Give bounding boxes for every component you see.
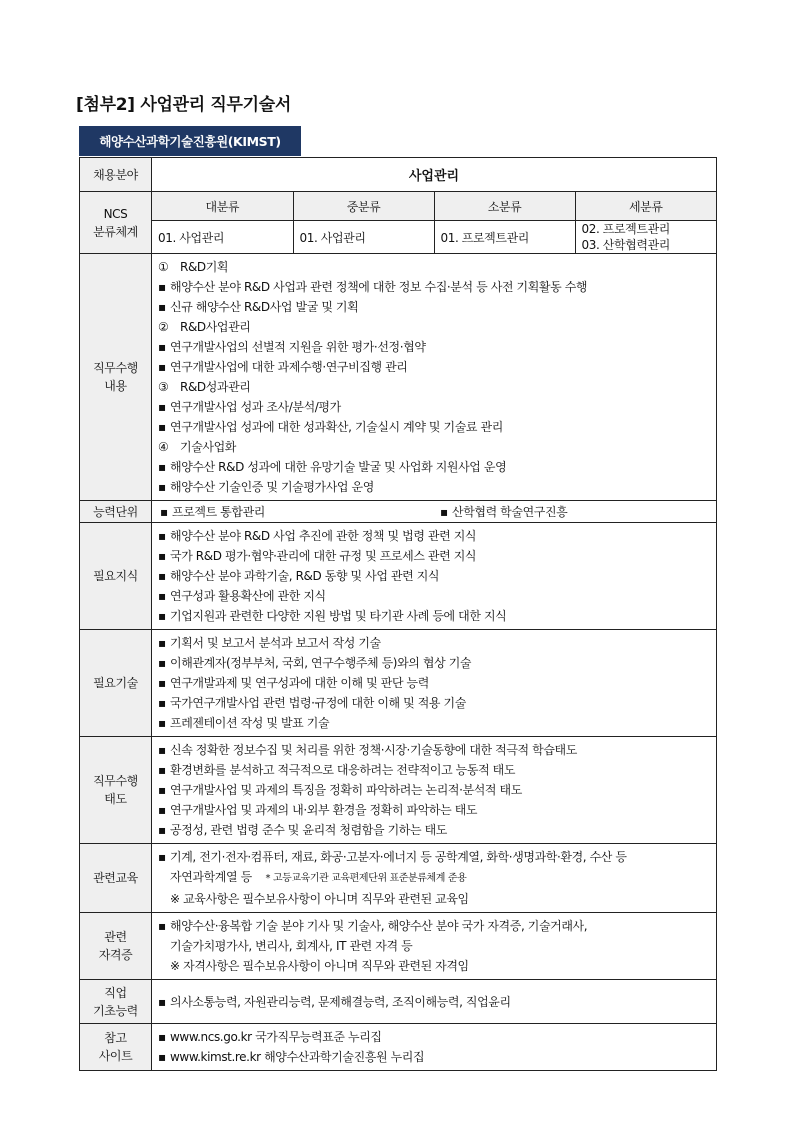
- skill-item: ▪ 기획서 및 보고서 분석과 보고서 작성 기술: [158, 636, 381, 650]
- reference-link[interactable]: ▪ www.kimst.re.kr 해양수산과학기술진흥원 누리집: [158, 1050, 425, 1064]
- basic-ability-label: 직업 기초능력: [80, 980, 152, 1024]
- certification-note: ※ 자격사항은 필수보유사항이 아니며 직무와 관련된 자격임: [170, 959, 469, 973]
- duties-label: [80, 254, 152, 501]
- knowledge-label: 필요지식: [80, 523, 152, 630]
- duty-section-heading: ② R&D사업관리: [158, 320, 251, 334]
- attitude-row: [80, 737, 717, 844]
- knowledge-item: ▪ 해양수산 분야 R&D 사업 추진에 관한 정책 및 법령 관련 지식: [158, 529, 477, 543]
- skill-item: ▪ 국가연구개발사업 관련 법령·규정에 대한 이해 및 적용 기술: [158, 696, 466, 710]
- duty-item: ▪ 연구개발사업 성과에 대한 성과확산, 기술실시 계약 및 기술료 관리: [158, 420, 503, 434]
- attitude-item: ▪ 연구개발사업 및 과제의 내·외부 환경을 정확히 파악하는 태도: [158, 803, 478, 817]
- education-line: ▪ 기계, 전기·전자·컴퓨터, 재료, 화공·고분자·에너지 등 공학계열, 화학·생명과학·환경, 수산 등: [158, 850, 627, 864]
- duties-label-line1: 직무수행: [93, 361, 138, 375]
- attitude-item: ▪ 신속 정확한 정보수집 및 처리를 위한 정책·시장·기술동향에 대한 적극적 학습태도: [158, 743, 577, 757]
- ability-content: [152, 501, 717, 523]
- duty-item: ▪ 해양수산 분야 R&D 사업과 관련 정책에 대한 정보 수집·분석 등 사전 기획활동 수행: [158, 280, 588, 294]
- ncs-header-minor: 소분류: [434, 192, 575, 221]
- certification-row: [80, 913, 717, 980]
- skill-item: ▪ 이해관계자(정부부처, 국회, 연구수행주체 등)와의 협상 기술: [158, 656, 472, 670]
- knowledge-item: ▪ 국가 R&D 평가·협약·관리에 대한 규정 및 프로세스 관련 지식: [158, 549, 477, 563]
- certification-line: 기술가치평가사, 변리사, 회계사, IT 관련 자격 등: [170, 939, 413, 953]
- education-label: 관련교육: [80, 844, 152, 913]
- attitude-item: ▪ 공정성, 관련 법령 준수 및 윤리적 청렴함을 기하는 태도: [158, 823, 447, 837]
- ability-unit-item: ▪ 산학협력 학술연구진흥: [440, 505, 568, 519]
- certification-label: 관련 자격증: [80, 913, 152, 980]
- education-note: ※ 교육사항은 필수보유사항이 아니며 직무와 관련된 교육임: [170, 892, 469, 906]
- ncs-middle-value: 01. 사업관리: [293, 221, 434, 254]
- ncs-detail-item: 03. 산학협력관리: [581, 238, 670, 252]
- ncs-header-middle: 중분류: [293, 192, 434, 221]
- knowledge-item: ▪ 연구성과 활용확산에 관한 지식: [158, 589, 326, 603]
- duty-item: ▪ 해양수산 기술인증 및 기술평가사업 운영: [158, 480, 374, 494]
- duty-item: ▪ 신규 해양수산 R&D사업 발굴 및 기획: [158, 300, 359, 314]
- attitude-item: ▪ 환경변화를 분석하고 적극적으로 대응하려는 전략적이고 능동적 태도: [158, 763, 516, 777]
- field-value: 사업관리: [152, 158, 717, 192]
- ncs-header-major: 대분류: [152, 192, 293, 221]
- duties-list: [152, 254, 716, 500]
- field-label: 채용분야: [80, 158, 152, 192]
- education-line: 자연과학계열 등 * 고등교육기관 교육편제단위 표준분류체계 준용: [170, 870, 467, 884]
- reference-label: 참고 사이트: [80, 1024, 152, 1071]
- duty-item: ▪ 연구개발사업 성과 조사/분석/평가: [158, 400, 341, 414]
- duty-item: ▪ 연구개발사업에 대한 과제수행·연구비집행 관리: [158, 360, 408, 374]
- field-row: [80, 158, 717, 192]
- ncs-detail-item: 02. 프로젝트관리: [581, 222, 670, 236]
- skill-item: ▪ 프레젠테이션 작성 및 발표 기술: [158, 716, 330, 730]
- basic-ability-content: ▪ 의사소통능력, 자원관리능력, 문제해결능력, 조직이해능력, 직업윤리: [158, 994, 511, 1009]
- basic-ability-row: [80, 980, 717, 1024]
- ncs-minor-value: 01. 프로젝트관리: [434, 221, 575, 254]
- ncs-major-value: 01. 사업관리: [152, 221, 293, 254]
- attitude-list: [152, 737, 716, 843]
- reference-link[interactable]: ▪ www.ncs.go.kr 국가직무능력표준 누리집: [158, 1030, 382, 1044]
- duty-section-heading: ④ 기술사업화: [158, 440, 236, 454]
- education-standard-note: * 고등교육기관 교육편제단위 표준분류체계 준용: [265, 873, 467, 884]
- attitude-label: 직무수행 태도: [80, 737, 152, 844]
- skills-list: [152, 630, 716, 736]
- reference-row: [80, 1024, 717, 1071]
- ncs-label-line1: NCS: [103, 206, 128, 221]
- ability-unit-item: ▪ 프로젝트 통합관리: [160, 505, 265, 519]
- knowledge-item: ▪ 해양수산 분야 과학기술, R&D 동향 및 사업 관련 지식: [158, 569, 440, 583]
- knowledge-list: [152, 523, 716, 629]
- ncs-label: [80, 192, 152, 254]
- skills-row: [80, 630, 717, 737]
- knowledge-row: [80, 523, 717, 630]
- attitude-item: ▪ 연구개발사업 및 과제의 특징을 정확히 파악하려는 논리적·분석적 태도: [158, 783, 522, 797]
- certification-line: ▪ 해양수산·융복합 기술 분야 기사 및 기술사, 해양수산 분야 국가 자격증, 기술거래사,: [158, 919, 588, 933]
- ncs-row: [80, 192, 717, 254]
- duties-content: [152, 254, 717, 501]
- education-row: [80, 844, 717, 913]
- ability-row: [80, 501, 717, 523]
- duty-section-heading: ③ R&D성과관리: [158, 380, 251, 394]
- page-title: [첨부2] 사업관리 직무기술서: [76, 95, 292, 115]
- duty-item: ▪ 해양수산 R&D 성과에 대한 유망기술 발굴 및 사업화 지원사업 운영: [158, 460, 507, 474]
- ncs-label-line2: 분류체계: [93, 224, 138, 239]
- duties-label-line2: 내용: [104, 379, 127, 393]
- duty-item: ▪ 연구개발사업의 선별적 지원을 위한 평가·선정·협약: [158, 340, 426, 354]
- job-description-table: [79, 157, 717, 1071]
- skills-label: 필요기술: [80, 630, 152, 737]
- reference-content: [152, 1024, 716, 1070]
- ncs-table: [152, 192, 716, 253]
- duty-section-heading: ① R&D기획: [158, 260, 229, 274]
- knowledge-item: ▪ 기업지원과 관련한 다양한 지원 방법 및 타기관 사례 등에 대한 지식: [158, 609, 507, 623]
- certification-content: [152, 913, 716, 979]
- ability-label: 능력단위: [80, 501, 152, 523]
- ncs-detail-value: [575, 221, 716, 254]
- ncs-classification: [152, 192, 717, 254]
- education-content: [152, 844, 716, 912]
- skill-item: ▪ 연구개발과제 및 연구성과에 대한 이해 및 판단 능력: [158, 676, 429, 690]
- ncs-header-detail: 세분류: [575, 192, 716, 221]
- duties-row: [80, 254, 717, 501]
- organization-tab: 해양수산과학기술진흥원(KIMST): [79, 126, 301, 156]
